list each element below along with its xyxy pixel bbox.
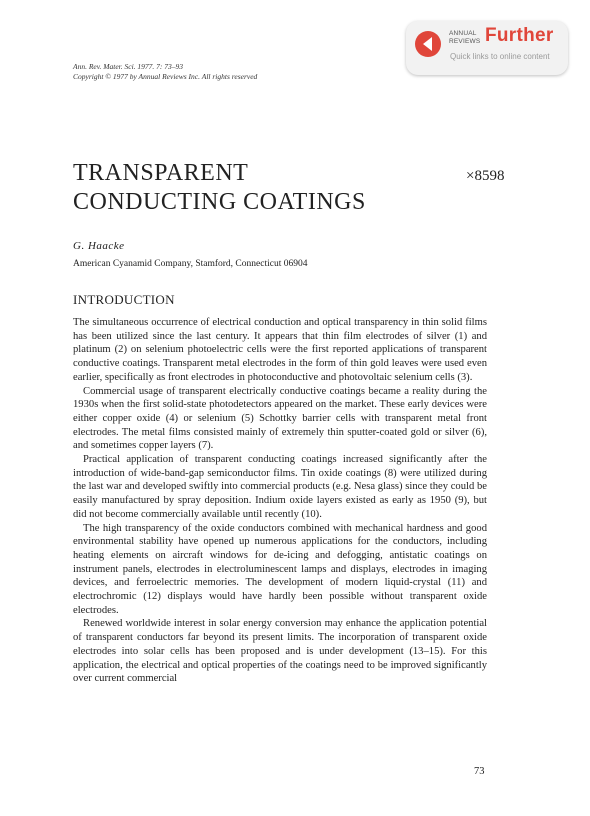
author-affiliation: American Cyanamid Company, Stamford, Connecticut 06904 [73, 259, 308, 269]
paragraph: Renewed worldwide interest in solar energy conversion may enhance the application potential of transparent conductors far beyond its present limits. The incorporation of transparent oxide electrodes into solar cells has been proposed and is under development (13–15). For this application, the electrical and optical properties of the coatings need to be improved significantly over current commercial [73, 618, 487, 685]
brand-line-reviews: REVIEWS [449, 37, 481, 45]
paragraph: Practical application of transparent conducting coatings increased significantly after the introduction of wide-band-gap semiconductor films. Tin oxide coatings (8) were utilized during the last war and developed swiftly into commercial products (e.g. Nesa glass) since they could be easily manufactured by spray deposition. Indium oxide layers existed as early as 1950 (9), but did not become commercially available until recently (10). [73, 454, 487, 520]
journal-header [73, 62, 257, 82]
further-subtitle: Quick links to online content [450, 52, 550, 61]
section-heading: INTRODUCTION [73, 292, 175, 307]
page-number: 73 [474, 766, 485, 777]
article-title [73, 159, 366, 217]
further-banner[interactable] [406, 21, 568, 75]
paragraph: The high transparency of the oxide conductors combined with mechanical hardness and good environmental stability have opened up numerous applications for the conductors, including heating elements on aircraft windows for de-icing and defogging, antistatic coatings on instrument panels, electrodes in electroluminescent lamps and displays, electrodes in imaging devices, and ferroelectric memories. The development of modern liquid-crystal (11) and electrochromic (12) displays would have hardly been possible without transparent oxide electrodes. [73, 522, 487, 616]
journal-copyright: Copyright © 1977 by Annual Reviews Inc. All rights reserved [73, 72, 258, 81]
article-body [73, 316, 487, 686]
title-line-2: CONDUCTING COATINGS [73, 189, 366, 215]
paragraph: Commercial usage of transparent electrically conductive coatings became a reality during the 1930s when the first solid-state photodetectors appeared on the market. These early devices were either copper oxide (4) or selenium (5) Schottky barrier cells with transparent metal front electrodes. The metal films consisted mainly of extremely thin sputter-coated gold or silver (6), and sometimes copper layers (7). [73, 385, 487, 452]
article-code: ×8598 [466, 168, 505, 184]
author-name: G. Haacke [73, 240, 125, 252]
brand-name-small [449, 30, 485, 45]
journal-citation: Ann. Rev. Mater. Sci. 1977. 7: 73–93 [73, 62, 184, 71]
title-line-1: TRANSPARENT [73, 160, 249, 186]
brand-line-annual: ANNUAL [449, 30, 477, 37]
paragraph: The simultaneous occurrence of electrical conduction and optical transparency in thin solid films has been utilized since the last century. It appears that thin film electrodes of silver (1) and platinum (2) on selenium photoelectric cells were the first reported applications of transparent conductive coatings. Transparent metal electrodes in the form of thin gold leaves were used even earlier, specifically as front electrodes in photoconductive and photovoltaic selenium cells (3). [73, 317, 487, 383]
further-label: Further [485, 25, 554, 46]
annual-reviews-logo-icon [415, 31, 441, 57]
